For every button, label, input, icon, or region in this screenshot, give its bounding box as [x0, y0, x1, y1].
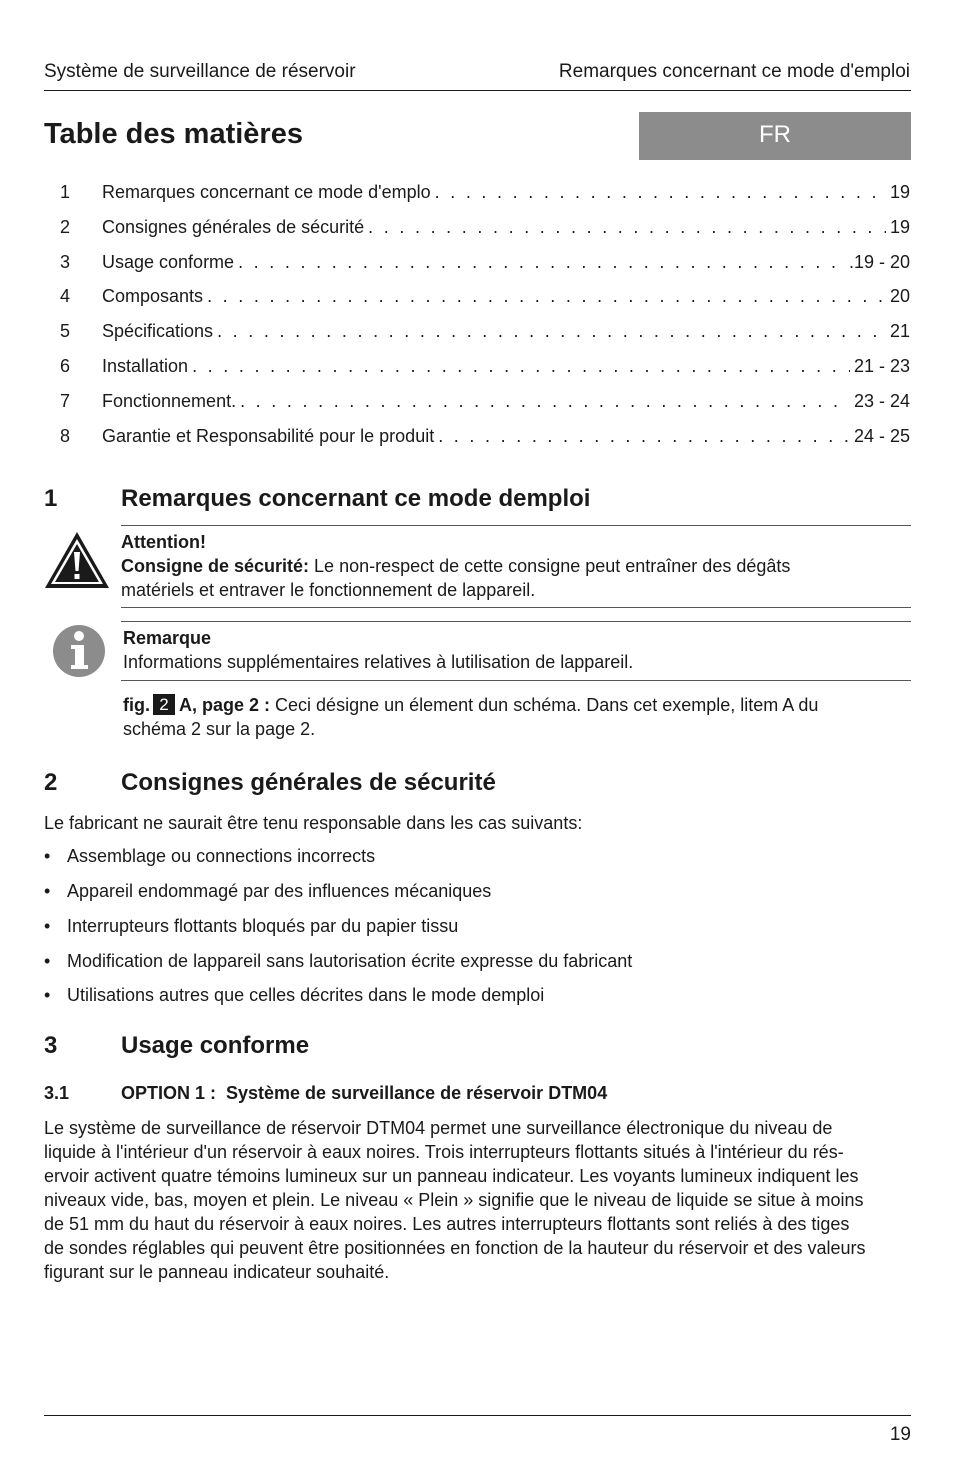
toc-leader — [435, 182, 886, 203]
section-3-title: Usage conforme — [121, 1032, 310, 1059]
toc-leader — [438, 426, 850, 447]
figure-text: Ceci désigne un élement dun schéma. Dans cet exemple, litem A du — [270, 695, 819, 715]
toc-row[interactable] — [44, 248, 910, 283]
toc-row[interactable] — [44, 178, 910, 213]
toc-leader — [207, 286, 886, 307]
section-1-title: Remarques concernant ce mode demploi — [121, 485, 591, 512]
section-2-title: Consignes générales de sécurité — [121, 769, 496, 796]
toc-row[interactable] — [44, 422, 910, 457]
info-icon — [51, 623, 107, 679]
paragraph-line: figurant sur le panneau indicateur souhaité. — [44, 1262, 390, 1282]
bullet-dot: • — [44, 951, 51, 971]
attention-heading: Attention! — [121, 532, 206, 552]
bullet-dot: • — [44, 916, 51, 936]
toc-page: 20 — [889, 286, 910, 307]
attention-text-line-1 — [121, 554, 790, 578]
toc-page: 23 - 24 — [853, 390, 910, 411]
attention-bold-lead: Consigne de sécurité: — [121, 556, 310, 576]
header-left-title: Système de surveillance de réservoir — [44, 61, 356, 82]
list-item-text: Modification de lappareil sans lautorisation écrite expresse du fabricant — [67, 951, 633, 971]
subsection-3-1-title: OPTION 1 : Système de surveillance de réservoir DTM04 — [121, 1083, 608, 1103]
toc-number: 2 — [60, 216, 71, 237]
toc-page: 21 - 23 — [853, 355, 910, 376]
figure-badge: 2 — [153, 694, 175, 715]
toc-page: 24 - 25 — [853, 425, 910, 446]
toc-label: Usage conforme — [102, 251, 235, 272]
paragraph-line: ervoir activent quatre témoins lumineux sur un panneau indicateur. Les voyants lumineux indiquent les — [44, 1166, 859, 1186]
figure-lead: fig. — [123, 695, 150, 715]
toc-leader — [192, 356, 850, 377]
toc-number: 8 — [60, 425, 71, 446]
figure-bold-ref: A, page 2 : — [179, 695, 271, 715]
list-item-text: Appareil endommagé par des influences mécaniques — [67, 881, 492, 901]
language-badge — [639, 112, 911, 160]
paragraph-line: de sondes réglables qui peuvent être positionnées en fonction de la hauteur du réservoir et des valeurs — [44, 1238, 866, 1258]
toc-number: 1 — [60, 182, 71, 202]
toc-row[interactable] — [44, 352, 910, 387]
remark-rule-top — [121, 621, 911, 622]
toc-page: 19 — [889, 216, 910, 237]
toc-label: Remarques concernant ce mode d'emplo — [102, 182, 431, 202]
toc-label: Composants — [102, 286, 204, 307]
toc-label: Fonctionnement. — [102, 390, 237, 411]
list-item-text: Utilisations autres que celles décrites dans le mode demploi — [67, 985, 545, 1005]
toc-number: 4 — [60, 286, 71, 307]
paragraph-line: Le système de surveillance de réservoir DTM04 permet une surveillance électronique du niveau de — [44, 1118, 833, 1138]
subsection-3-1-number: 3.1 — [44, 1083, 70, 1103]
bullet-dot: • — [44, 985, 51, 1005]
toc-number: 3 — [60, 251, 71, 272]
list-item-text: Assemblage ou connections incorrects — [67, 846, 376, 866]
toc-row[interactable] — [44, 387, 910, 422]
toc-page: 19 — [889, 182, 910, 202]
toc-page: 21 — [889, 321, 910, 342]
toc-row[interactable] — [44, 317, 910, 352]
bullet-dot: • — [44, 881, 51, 901]
footer-rule — [44, 1415, 911, 1416]
section-2-number: 2 — [44, 769, 58, 796]
paragraph-line: de 51 mm du haut du réservoir à eaux noires. Les autres interrupteurs flottants sont reliés à des tiges — [44, 1214, 850, 1234]
toc-leader — [217, 321, 886, 342]
bullet-dot: • — [44, 846, 51, 866]
toc-number: 6 — [60, 355, 71, 376]
remark-text: Informations supplémentaires relatives à lutilisation de lappareil. — [123, 652, 634, 672]
remark-heading: Remarque — [123, 628, 212, 648]
page-number: 19 — [889, 1424, 911, 1445]
section-1-rule — [121, 525, 911, 526]
attention-text: Le non-respect de cette consigne peut entraîner des dégâts — [309, 556, 791, 576]
page-title: Table des matières — [44, 118, 303, 150]
list-item-text: Interrupteurs flottants bloqués par du papier tissu — [67, 916, 459, 936]
table-of-contents — [44, 178, 910, 456]
section-3-number: 3 — [44, 1032, 58, 1059]
toc-label: Garantie et Responsabilité pour le produit — [102, 425, 435, 446]
attention-rule-bottom — [121, 607, 911, 608]
toc-leader — [368, 217, 886, 238]
remark-rule-bottom — [121, 680, 911, 681]
figure-reference-line-2: schéma 2 sur la page 2. — [123, 719, 316, 739]
toc-number: 7 — [60, 390, 71, 411]
section-1-number: 1 — [44, 485, 58, 512]
attention-text-line-2: matériels et entraver le fonctionnement de lappareil. — [121, 580, 536, 600]
header-rule — [44, 90, 911, 91]
figure-reference-line-1 — [123, 693, 818, 717]
toc-label: Spécifications — [102, 321, 214, 342]
warning-triangle-icon — [43, 530, 111, 590]
toc-label: Installation — [102, 355, 189, 376]
toc-label: Consignes générales de sécurité — [102, 216, 365, 237]
paragraph-line: liquide à l'intérieur d'un réservoir à eaux noires. Trois interrupteurs flottants situés à l'intérieur du rés- — [44, 1142, 844, 1162]
paragraph-line: niveaux vide, bas, moyen et plein. Le niveau « Plein » signifie que le niveau de liquide se situe à moins — [44, 1190, 864, 1210]
toc-row[interactable] — [44, 282, 910, 317]
toc-number: 5 — [60, 321, 71, 342]
toc-row[interactable] — [44, 213, 910, 248]
header-right-title: Remarques concernant ce mode d'emploi — [558, 61, 910, 82]
language-badge-label: FR — [759, 121, 791, 148]
toc-leader — [240, 391, 850, 412]
toc-leader — [238, 252, 845, 273]
section-3-paragraph — [44, 1116, 914, 1284]
toc-page: .19 - 20 — [848, 251, 910, 272]
section-2-intro: Le fabricant ne saurait être tenu responsable dans les cas suivants: — [44, 813, 583, 833]
